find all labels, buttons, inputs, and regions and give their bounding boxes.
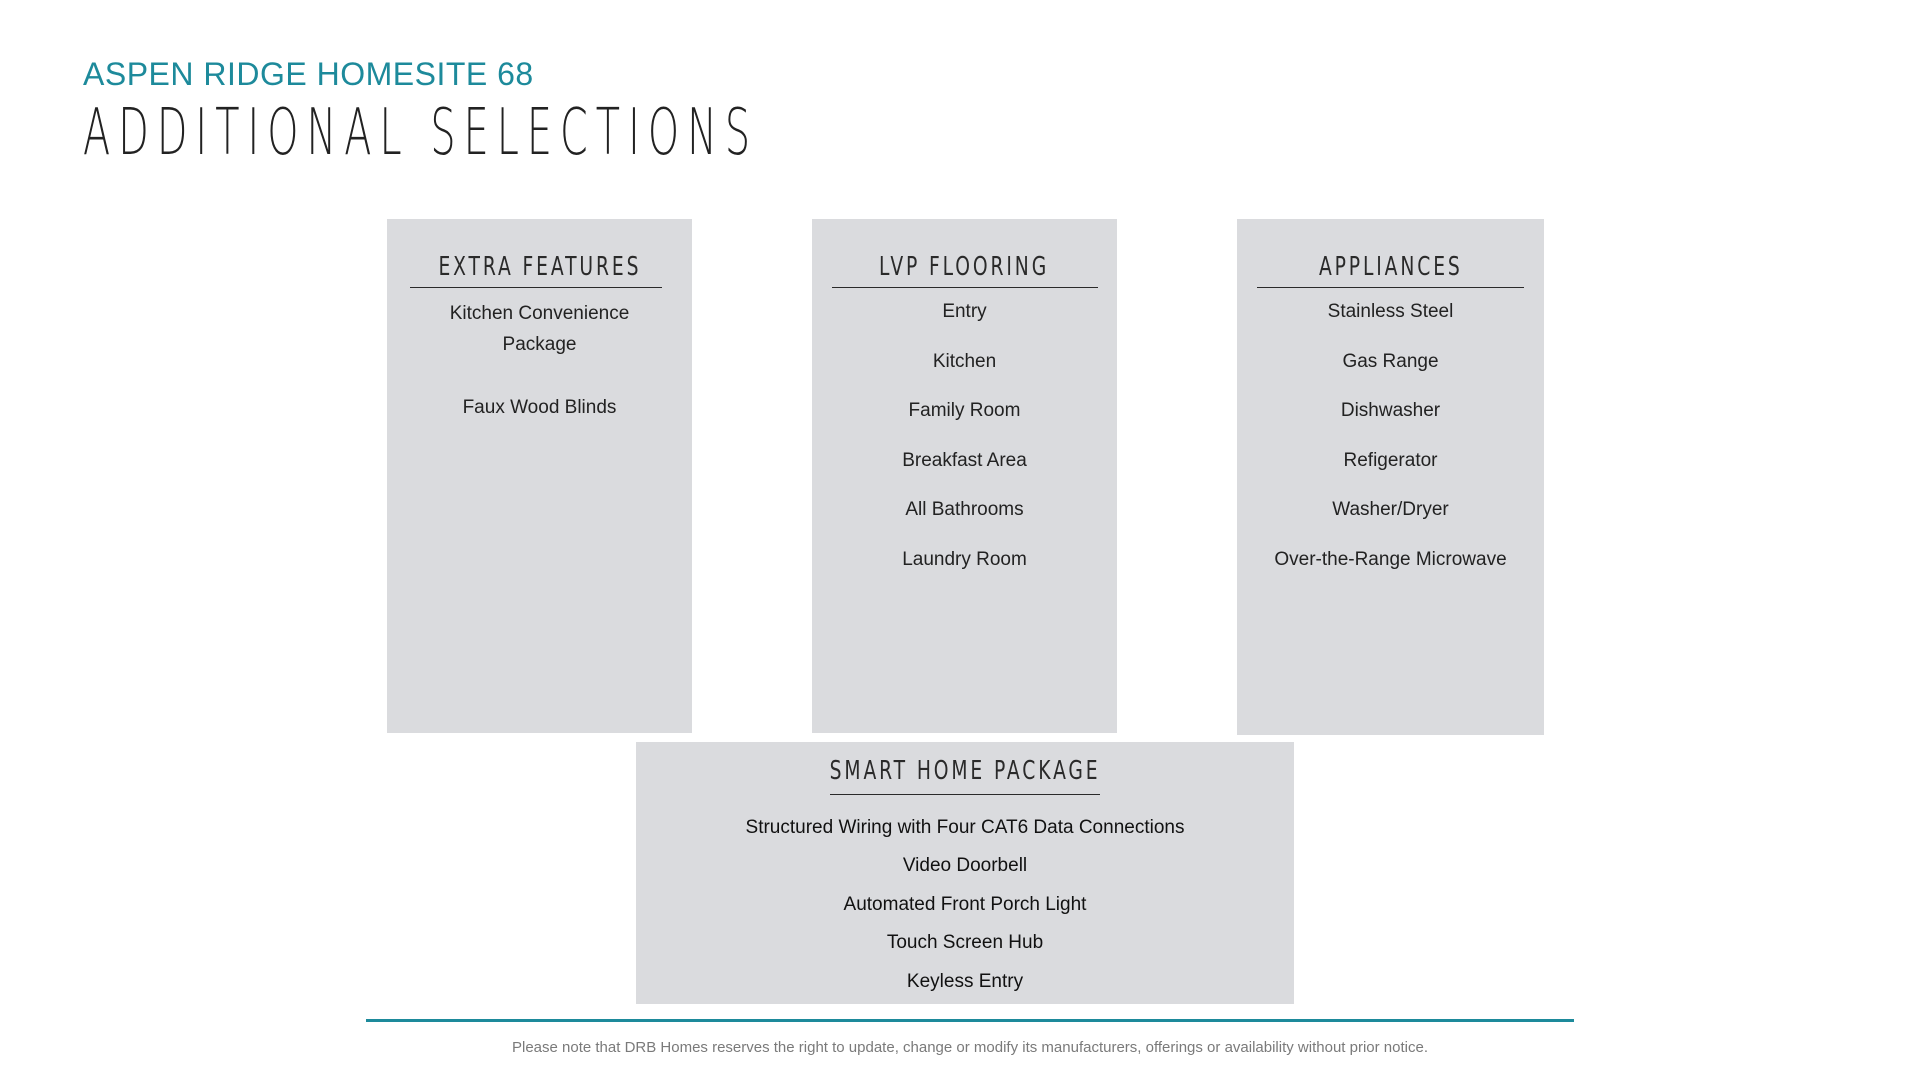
page-title: ADDITIONAL SELECTIONS — [83, 96, 759, 170]
list-item: Refigerator — [1343, 450, 1438, 471]
panel-heading: APPLIANCES — [1318, 252, 1463, 282]
page-subtitle: ASPEN RIDGE HOMESITE 68 — [83, 56, 534, 92]
lvp-flooring-panel — [812, 219, 1117, 733]
list-item: Breakfast Area — [902, 450, 1027, 471]
list-item: Family Room — [908, 400, 1021, 421]
list-item: Automated Front Porch Light — [843, 894, 1087, 915]
heading-divider — [1257, 287, 1524, 288]
list-item: Kitchen — [932, 351, 997, 372]
list-item: Video Doorbell — [902, 855, 1028, 876]
list-item: Keyless Entry — [906, 971, 1024, 992]
list-item: Washer/Dryer — [1332, 499, 1449, 520]
heading-divider — [830, 794, 1100, 795]
panel-heading: EXTRA FEATURES — [438, 252, 641, 282]
list-item: Structured Wiring with Four CAT6 Data Connections — [745, 817, 1185, 838]
list-item: Stainless Steel — [1327, 301, 1454, 322]
smart-home-panel — [636, 742, 1294, 1004]
appliances-panel — [1237, 219, 1544, 735]
list-item: Kitchen Convenience Package — [449, 303, 630, 355]
list-item: Over-the-Range Microwave — [1274, 549, 1507, 570]
list-item: Faux Wood Blinds — [462, 397, 617, 418]
disclaimer-text: Please note that DRB Homes reserves the right to update, change or modify its manufacturers, offerings or availability without prior notice. — [511, 1039, 1428, 1056]
panel-heading: LVP FLOORING — [879, 252, 1050, 282]
list-item: Laundry Room — [902, 549, 1027, 570]
panel-heading: SMART HOME PACKAGE — [829, 756, 1101, 786]
extra-features-panel — [387, 219, 692, 733]
heading-divider — [832, 287, 1098, 288]
list-item: Gas Range — [1342, 351, 1439, 372]
heading-divider — [410, 287, 662, 288]
list-item: Dishwasher — [1340, 400, 1441, 421]
list-item: Touch Screen Hub — [886, 932, 1044, 953]
footer-divider — [366, 1019, 1574, 1022]
list-item: All Bathrooms — [905, 499, 1024, 520]
list-item: Entry — [942, 301, 987, 322]
